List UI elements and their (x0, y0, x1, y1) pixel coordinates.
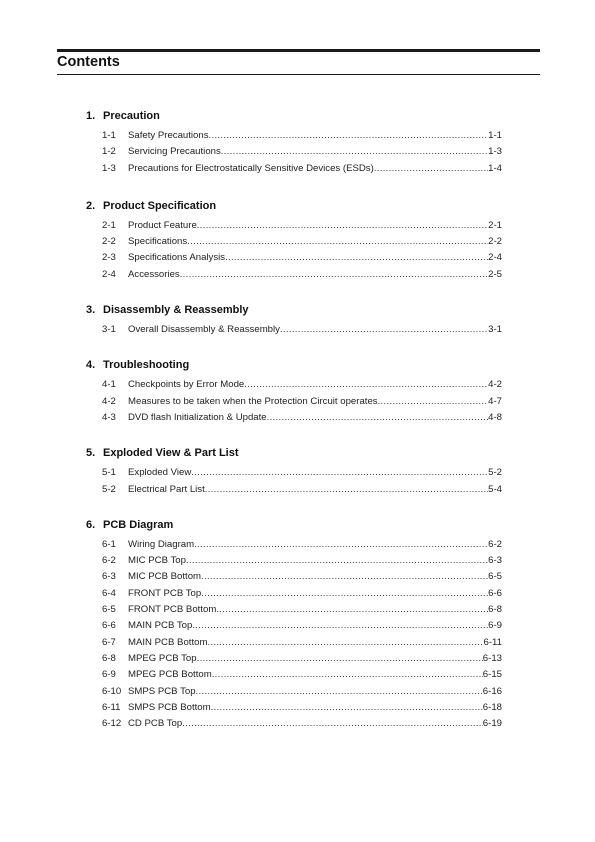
entry-number: 2-2 (102, 236, 116, 248)
entry-page-number: 2-1 (488, 219, 502, 231)
toc-entry[interactable] (102, 465, 502, 481)
entry-title: Overall Disassembly & Reassembly (128, 324, 280, 336)
toc-section (86, 446, 502, 498)
entry-title: Electrical Part List (128, 483, 205, 495)
dot-leader (197, 218, 488, 234)
toc-entry[interactable] (102, 553, 502, 569)
dot-leader (225, 250, 488, 266)
entry-number: 5-2 (102, 483, 116, 495)
entry-number: 6-8 (102, 652, 116, 664)
entry-title: FRONT PCB Bottom (128, 604, 217, 616)
dot-leader (216, 602, 488, 618)
toc-section (86, 303, 502, 338)
page-title: Contents (57, 54, 120, 70)
dot-leader (201, 586, 488, 602)
entry-page-number: 3-1 (488, 324, 502, 336)
dot-leader (201, 569, 488, 585)
dot-leader (212, 667, 483, 683)
entry-number: 2-3 (102, 252, 116, 264)
entry-page-number: 4-7 (488, 395, 502, 407)
entry-number: 6-5 (102, 604, 116, 616)
toc-entry[interactable] (102, 684, 502, 700)
dot-leader (209, 128, 489, 144)
toc-entry[interactable] (102, 377, 502, 393)
entry-number: 6-11 (102, 701, 121, 713)
toc-entry[interactable] (102, 394, 502, 410)
toc-entry[interactable] (102, 716, 502, 732)
entry-number: 6-10 (102, 685, 122, 697)
entry-page-number: 4-8 (488, 411, 502, 423)
entry-page-number: 6-5 (488, 571, 502, 583)
section-title: Precaution (103, 110, 160, 122)
entry-number: 6-7 (102, 636, 116, 648)
toc-entry[interactable] (102, 482, 502, 498)
entry-title: Specifications (128, 236, 188, 248)
entry-title: Product Feature (128, 219, 197, 231)
section-heading[interactable] (86, 199, 502, 213)
header-rule-bottom (57, 74, 540, 75)
entry-title: MPEG PCB Bottom (128, 669, 212, 681)
dot-leader (378, 394, 489, 410)
entry-number: 2-1 (102, 219, 116, 231)
toc-entry[interactable] (102, 234, 502, 250)
toc-entry[interactable] (102, 586, 502, 602)
dot-leader (205, 482, 488, 498)
entry-title: Wiring Diagram (128, 538, 195, 550)
toc-entry[interactable] (102, 700, 502, 716)
entry-title: Accessories (128, 268, 180, 280)
entry-page-number: 6-2 (488, 538, 502, 550)
section-title: Exploded View & Part List (103, 447, 239, 460)
dot-leader (211, 700, 483, 716)
entry-number: 2-4 (102, 268, 116, 280)
entry-title: Exploded View (128, 467, 192, 479)
toc-entry[interactable] (102, 569, 502, 585)
dot-leader (180, 267, 488, 283)
toc-section (86, 358, 502, 426)
entry-title: Measures to be taken when the Protection Circuit operates (128, 395, 378, 407)
entry-title: MAIN PCB Top (128, 620, 193, 632)
section-title: PCB Diagram (103, 518, 174, 531)
entry-title: CD PCB Top (128, 718, 183, 730)
toc-entry[interactable] (102, 161, 502, 177)
dot-leader (207, 635, 483, 651)
dot-leader (197, 651, 483, 667)
entry-page-number: 6-8 (488, 604, 502, 616)
entry-page-number: 5-2 (488, 467, 502, 479)
entry-title: Precautions for Electrostatically Sensitive Devices (ESDs) (128, 162, 374, 174)
toc-entry[interactable] (102, 602, 502, 618)
entry-page-number: 6-9 (488, 620, 502, 632)
dot-leader (182, 716, 483, 732)
toc-entry[interactable] (102, 250, 502, 266)
entry-title: DVD flash Initialization & Update (128, 411, 267, 423)
entry-number: 6-2 (102, 555, 116, 567)
section-heading[interactable] (86, 518, 502, 532)
entry-page-number: 6-3 (488, 555, 502, 567)
header-rule-top (57, 49, 540, 52)
entry-number: 4-3 (102, 411, 116, 423)
entry-number: 3-1 (102, 324, 116, 336)
entry-number: 4-2 (102, 395, 116, 407)
entry-title: SMPS PCB Top (128, 685, 196, 697)
entry-title: MIC PCB Bottom (128, 571, 202, 583)
entry-page-number: 4-2 (488, 379, 502, 391)
entry-number: 6-12 (102, 718, 122, 730)
entry-page-number: 2-5 (488, 268, 502, 280)
table-of-contents (86, 109, 502, 752)
dot-leader (280, 322, 488, 338)
entry-page-number: 1-4 (488, 162, 502, 174)
toc-entry[interactable] (102, 651, 502, 667)
entry-number: 1-3 (102, 162, 116, 174)
entry-page-number: 6-6 (488, 587, 502, 599)
entry-page-number: 5-4 (488, 483, 502, 495)
section-number: 1. (86, 110, 96, 122)
section-number: 2. (86, 199, 96, 212)
toc-section (86, 109, 502, 177)
entry-number: 6-9 (102, 669, 116, 681)
dot-leader (374, 161, 488, 177)
entry-title: Checkpoints by Error Mode (128, 379, 245, 391)
dot-leader (196, 684, 483, 700)
dot-leader (191, 465, 488, 481)
dot-leader (244, 377, 488, 393)
section-heading[interactable] (86, 358, 502, 372)
toc-entry[interactable] (102, 144, 502, 160)
entry-title: Servicing Precautions (128, 146, 221, 158)
entry-page-number: 1-3 (488, 146, 502, 158)
section-heading[interactable] (86, 446, 502, 460)
section-number: 3. (86, 304, 96, 317)
toc-entry[interactable] (102, 410, 502, 426)
dot-leader (186, 553, 488, 569)
toc-entry[interactable] (102, 128, 502, 144)
entry-page-number: 1-1 (488, 130, 502, 141)
entry-number: 1-1 (102, 130, 116, 141)
entry-page-number: 6-11 (483, 636, 502, 648)
section-title: Disassembly & Reassembly (103, 304, 249, 317)
entry-page-number: 6-13 (482, 652, 502, 664)
entry-title: Specifications Analysis (128, 252, 226, 264)
toc-entry[interactable] (102, 635, 502, 651)
section-heading[interactable] (86, 303, 502, 317)
entry-number: 5-1 (102, 467, 116, 479)
dot-leader (194, 537, 488, 553)
entry-number: 6-6 (102, 620, 116, 632)
entry-page-number: 2-2 (488, 236, 502, 248)
entry-title: SMPS PCB Bottom (128, 701, 211, 713)
entry-number: 1-2 (102, 146, 116, 158)
dot-leader (221, 144, 488, 160)
entry-title: Safety Precautions (128, 130, 209, 141)
toc-entry[interactable] (102, 537, 502, 553)
entry-page-number: 6-16 (482, 685, 502, 697)
entry-number: 6-3 (102, 571, 116, 583)
entry-number: 6-1 (102, 538, 116, 550)
section-title: Product Specification (103, 199, 217, 212)
toc-entry[interactable] (102, 267, 502, 283)
toc-section (86, 518, 502, 733)
section-title: Troubleshooting (103, 359, 190, 372)
entry-page-number: 2-4 (488, 252, 502, 264)
entry-page-number: 6-15 (482, 669, 502, 681)
entry-page-number: 6-19 (482, 718, 502, 730)
dot-leader (187, 234, 488, 250)
entry-title: MIC PCB Top (128, 555, 186, 567)
section-heading[interactable] (86, 109, 502, 123)
entry-title: FRONT PCB Top (128, 587, 202, 599)
section-number: 4. (86, 359, 96, 372)
entry-number: 6-4 (102, 587, 116, 599)
dot-leader (267, 410, 488, 426)
entry-page-number: 6-18 (482, 701, 502, 713)
dot-leader (192, 618, 488, 634)
toc-entry[interactable] (102, 322, 502, 338)
section-number: 6. (86, 518, 96, 531)
toc-entry[interactable] (102, 667, 502, 683)
entry-title: MPEG PCB Top (128, 652, 197, 664)
section-number: 5. (86, 447, 96, 460)
entry-number: 4-1 (102, 379, 116, 391)
toc-entry[interactable] (102, 218, 502, 234)
toc-entry[interactable] (102, 618, 502, 634)
entry-title: MAIN PCB Bottom (128, 636, 208, 648)
toc-section (86, 199, 502, 283)
